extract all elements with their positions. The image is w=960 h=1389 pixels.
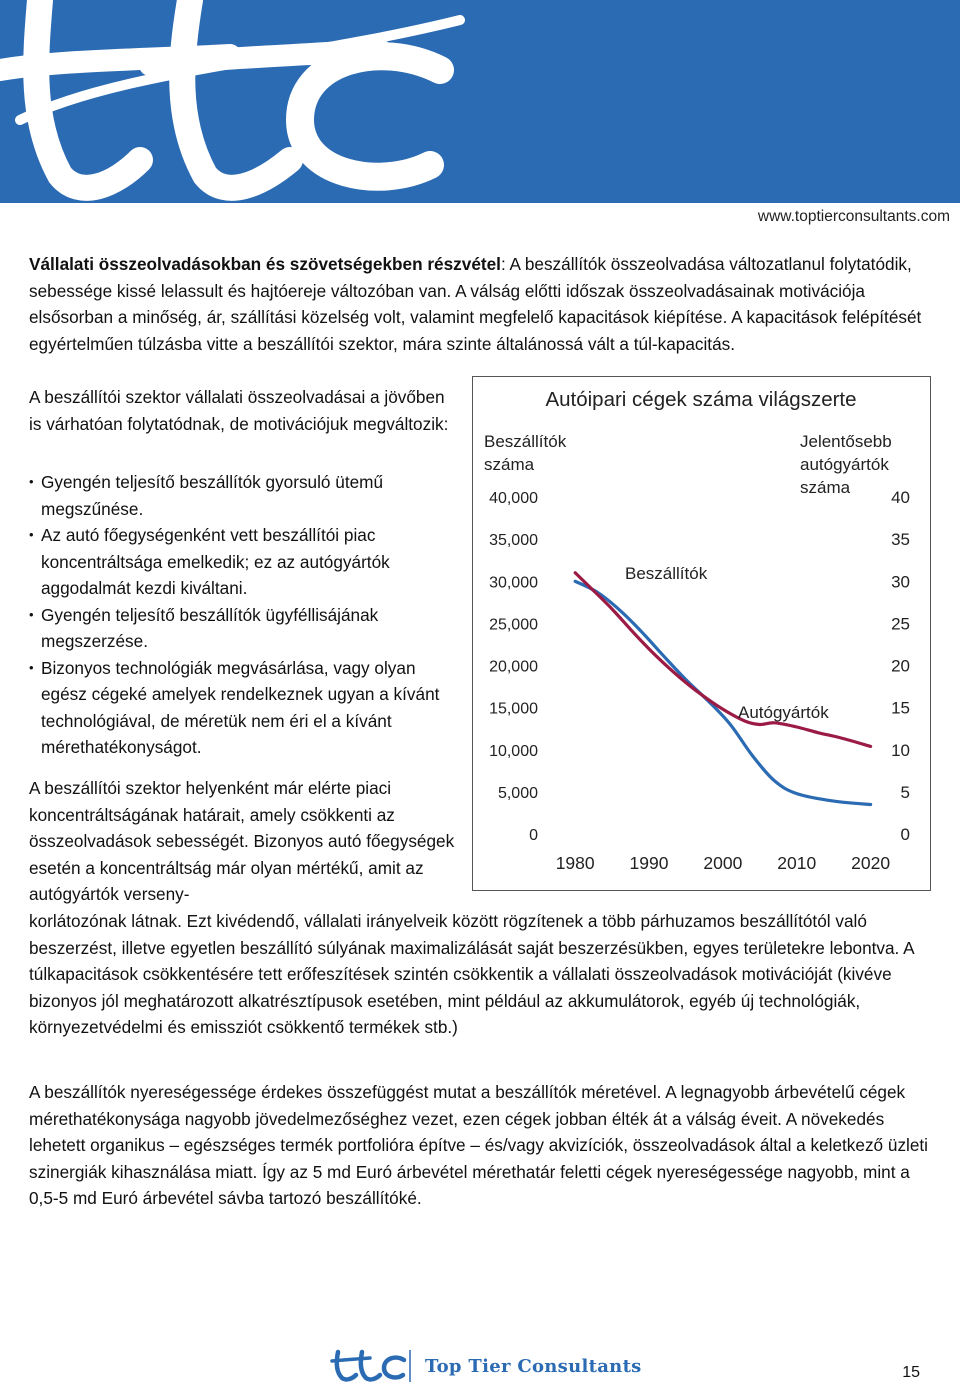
footer <box>0 1340 960 1389</box>
x-tick-label: 2010 <box>777 853 817 873</box>
right-tick-label: 10 <box>891 740 910 760</box>
right-tick-label: 15 <box>891 698 910 718</box>
page-number: 15 <box>902 1364 920 1381</box>
left-axis-label-line: Beszállítók <box>484 432 567 451</box>
left-tick-label: 10,000 <box>489 742 538 760</box>
chart-title: Autóipari cégek száma világszerte <box>545 388 857 411</box>
right-tick-label: 30 <box>891 572 910 592</box>
x-tick-label: 1990 <box>629 853 669 873</box>
right-axis-label-line: autógyártók <box>800 455 889 474</box>
site-url[interactable]: www.toptierconsultants.com <box>757 208 950 225</box>
right-axis-label-line: száma <box>800 478 851 497</box>
left-axis-label-line: száma <box>484 455 535 474</box>
paragraph-concentration-continued: korlátozónak látnak. Ezt kivédendő, vállalati irányelveik között rögzítenek a több párhuzamos beszállítótól való beszerzést, illetve egyetlen beszállító súlyának maximalizálását saját beszerzésükben, egyes területekre lebontva. A túlkapacitások csökkentésére tett erőfeszítések szintén csökkentik a vállalati összeolvadások motivációját (kivéve bizonyos jól meghatározott alkatrésztípusok esetében, mint például az akkumulátorok, egyéb új technológiák, környezetvédelmi és emissziót csökkentő termékek stb.) <box>29 911 914 1037</box>
ttc-logo <box>0 0 960 203</box>
left-tick-label: 5,000 <box>497 784 538 802</box>
x-tick-label: 2000 <box>703 853 743 873</box>
left-tick-label: 15,000 <box>489 700 538 718</box>
paragraph-future-mergers: A beszállítói szektor vállalati összeolvadásai a jövőben is várhatóan folytatódnak, de motivációjuk megváltozik: <box>29 387 449 434</box>
paragraph-bold-lead: Vállalati összeolvadásokban és szövetségekben részvétel <box>29 254 501 274</box>
line-chart <box>473 377 932 892</box>
right-tick-label: 20 <box>891 656 910 676</box>
right-tick-label: 5 <box>900 782 910 802</box>
annotation-beszallitok: Beszállítók <box>625 564 708 583</box>
list-item: • Bizonyos technológiák megvásárlása, vagy olyan egész cégeké amelyek rendelkeznek ugyan a kívánt technológiával, de méretük nem éri el a kívánt mérethatékonyságot. <box>29 655 459 761</box>
footer-brand: Top Tier Consultants <box>425 1356 642 1377</box>
left-tick-label: 40,000 <box>489 490 538 507</box>
left-tick-label: 25,000 <box>489 616 538 634</box>
header-banner <box>0 0 960 203</box>
right-tick-label: 25 <box>891 614 910 634</box>
motivation-list <box>29 469 459 761</box>
left-tick-label: 35,000 <box>489 532 538 550</box>
right-tick-label: 40 <box>891 488 910 507</box>
left-tick-label: 30,000 <box>489 574 538 592</box>
annotation-autogyartok: Autógyártók <box>738 703 829 722</box>
list-item: • Az autó főegységenként vett beszállítói piac koncentráltsága emelkedik; ez az autógyártók aggodalmát kezdi kiváltani. <box>29 522 459 602</box>
right-axis-label-line: Jelentősebb <box>800 432 892 451</box>
paragraph-text: : A beszállítók összeolvadása változatlanul folytatódik, sebessége kissé lelassult és hajtóereje változóban van. A válság előtti időszak összeolvadásainak motivációja elsősorban a minőség, ár, szállítási közelség volt, valamint megfelelő kapacitások kiépítése. A kapacitások felépítését egyértelműen túlzásba vitte a beszállítói szektor, mára szinte általánossá vált a túl-kapacitás. <box>29 254 922 354</box>
x-tick-label: 1980 <box>555 853 595 873</box>
right-tick-label: 0 <box>900 825 910 844</box>
chart-container <box>472 376 931 891</box>
paragraph-concentration: A beszállítói szektor helyenként már elérte piaci koncentráltságának határait, amely csökkenti az összeolvadások sebességét. Bizonyos autó főegységek esetén a koncentráltság már olyan mértékű, amit az autógyártók verseny- <box>29 778 455 904</box>
ttc-footer-logo <box>330 1348 412 1384</box>
paragraph-mergers <box>29 251 939 357</box>
list-item: • Gyengén teljesítő beszállítók ügyféllisájának megszerzése. <box>29 602 459 655</box>
list-item: • Gyengén teljesítő beszállítók gyorsuló ütemű megszűnése. <box>29 469 459 522</box>
left-tick-label: 0 <box>529 827 538 844</box>
left-tick-label: 20,000 <box>489 658 538 676</box>
right-tick-label: 35 <box>891 530 910 550</box>
x-tick-label: 2020 <box>851 853 891 873</box>
paragraph-profitability: A beszállítók nyereségessége érdekes összefüggést mutat a beszállítók méretével. A legnagyobb árbevételű cégek mérethatékonysága nagyobb jövedelmezőséghez vezet, ezen cégek jobban élték át a válság éveit. A növekedés lehetett organikus – egészséges termék portfolióra építve – és/vagy akvizíciók, összeolvadások által a keletkező üzleti szinergiák kihasználása miatt. Így az 5 md Euró árbevétel mérethatár feletti cégek nyereségessége nagyobb, mint a 0,5-5 md Euró árbevétel sávba tartozó beszállítóké. <box>29 1082 929 1208</box>
